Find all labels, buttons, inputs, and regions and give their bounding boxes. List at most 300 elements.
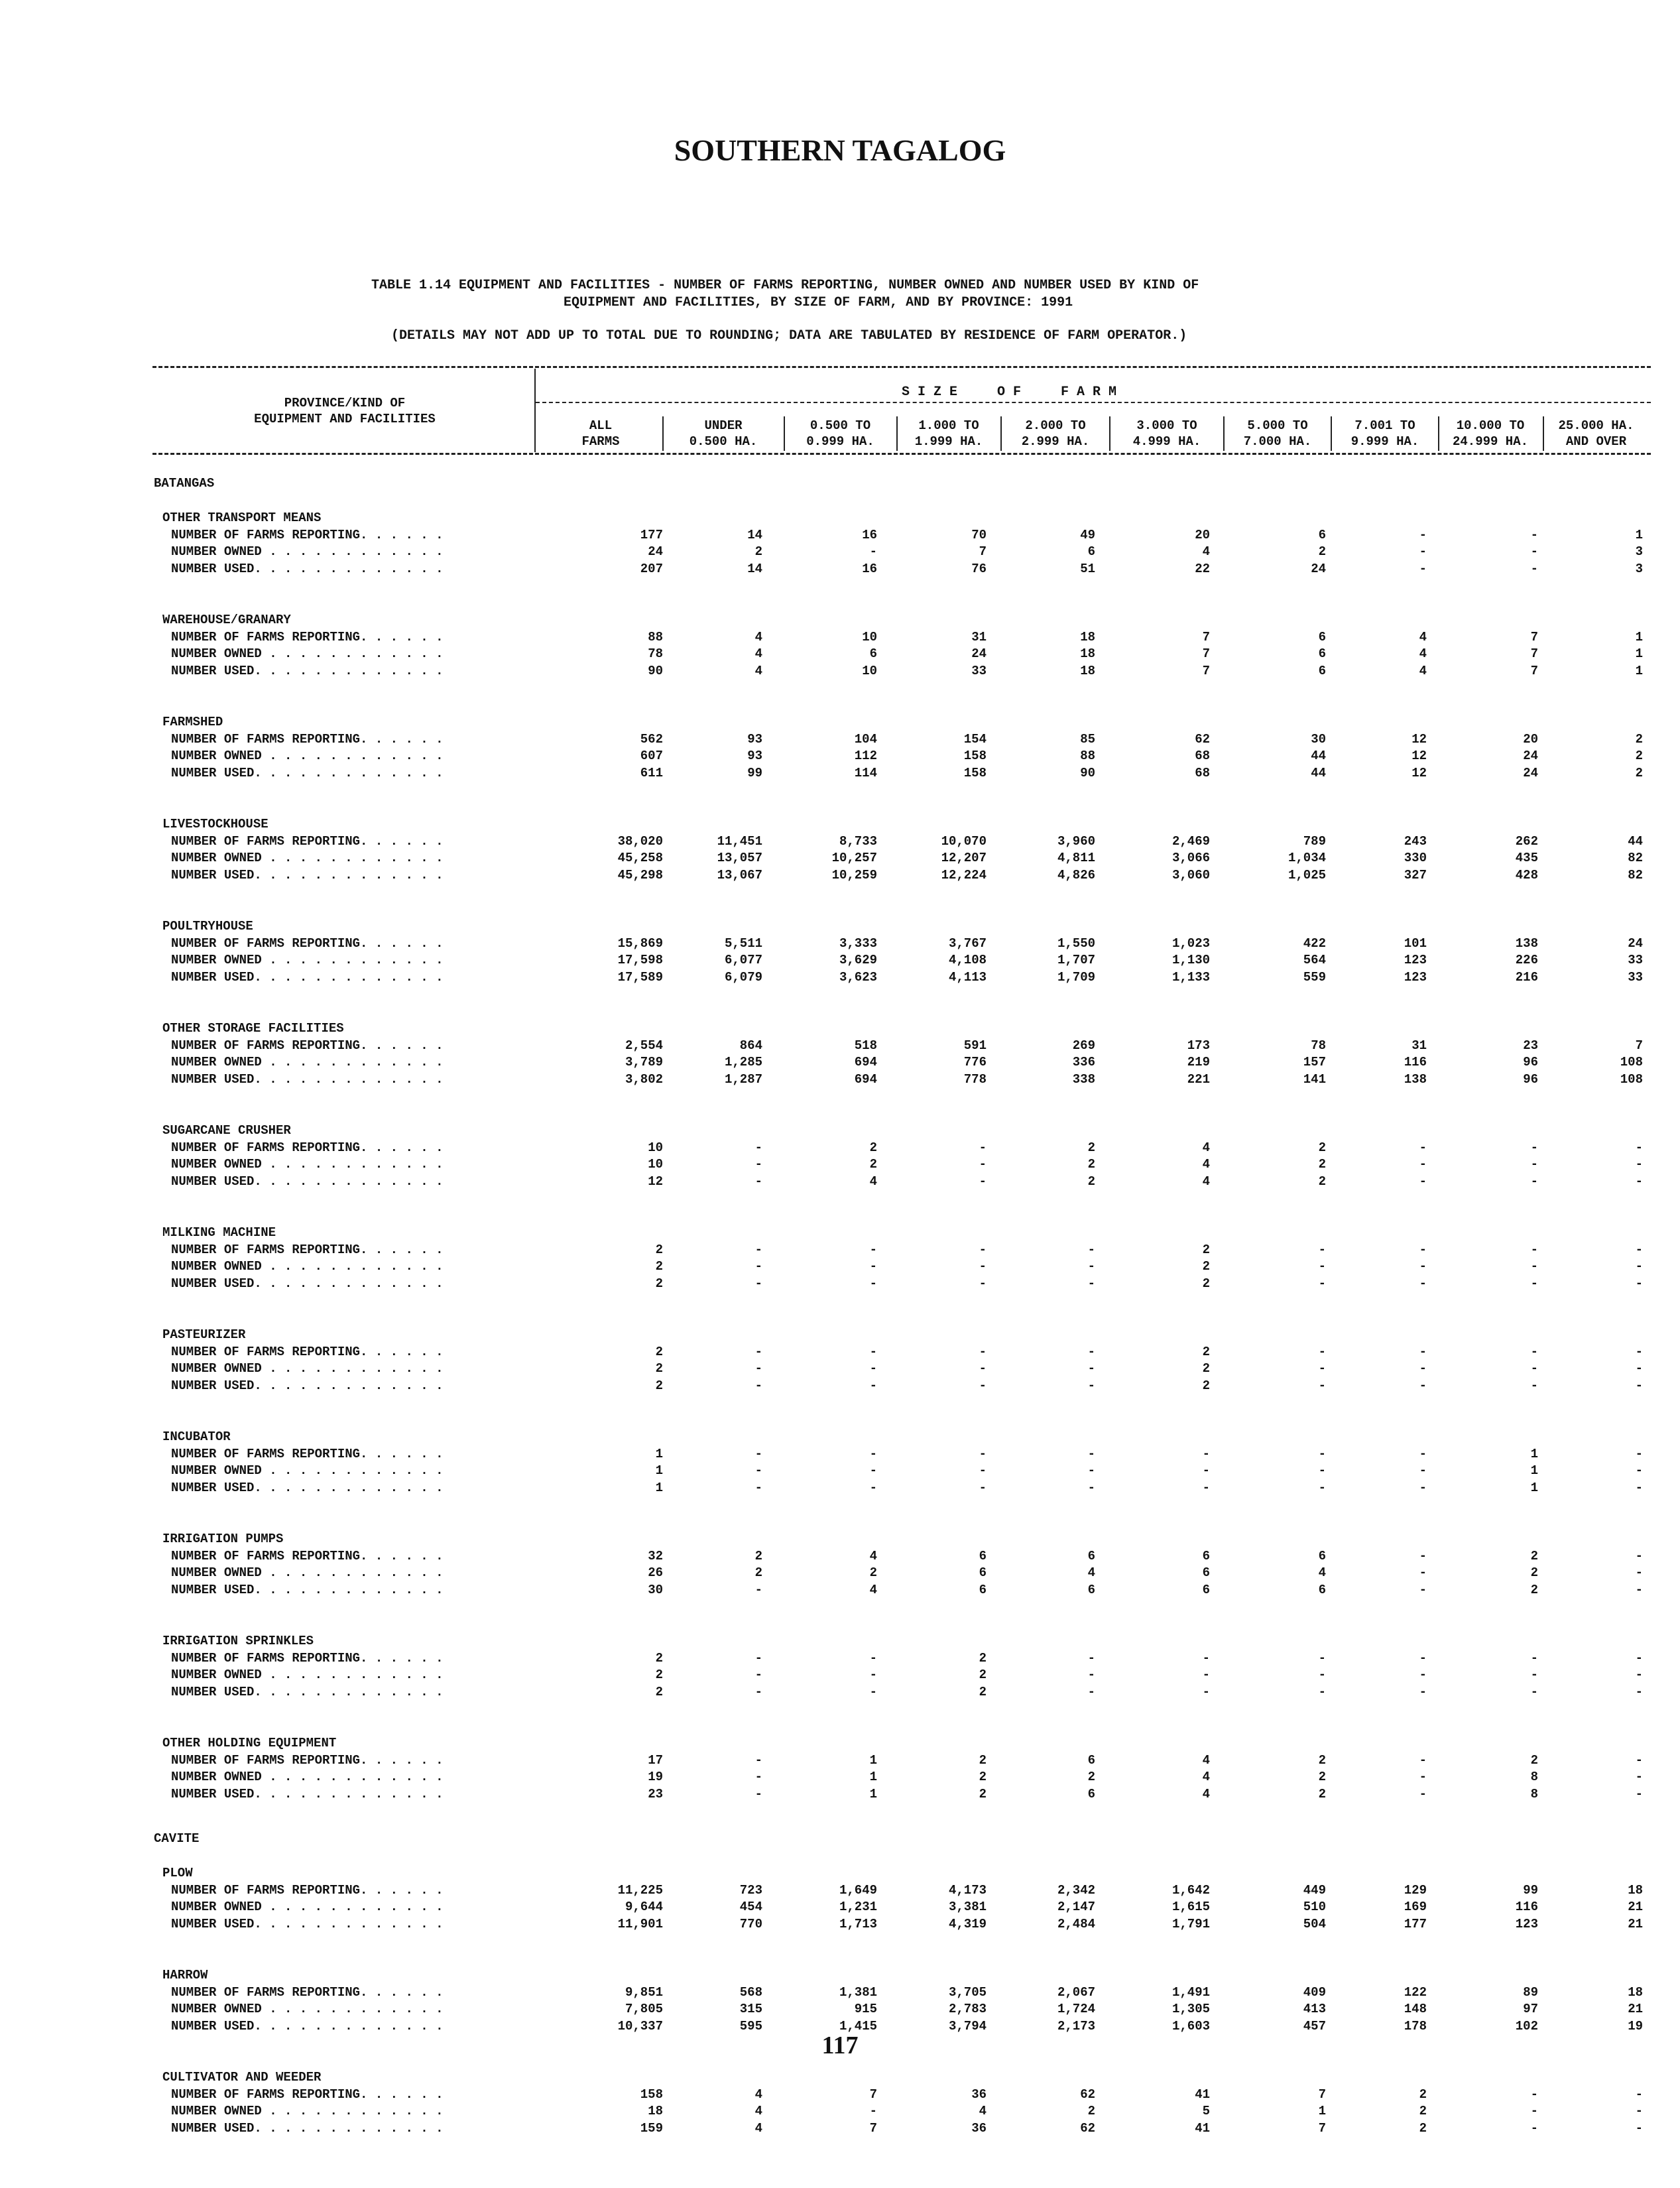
column-header: 25.000 HA. AND OVER — [1558, 418, 1634, 449]
table-cell: 2 — [1202, 1242, 1210, 1257]
table-cell: 2 — [1318, 1770, 1326, 1784]
table-cell: 2 — [1419, 2120, 1427, 2136]
table-cell: 6 — [1202, 1548, 1210, 1563]
table-cell: 778 — [963, 1071, 987, 1087]
table-cell: 3,066 — [1171, 851, 1210, 865]
column-divider — [1543, 416, 1544, 451]
row-label: NUMBER OWNED . . . . . . . . . . . . — [171, 544, 444, 559]
equipment-heading: SUGARCANE CRUSHER — [162, 1123, 291, 1138]
table-cell: 2 — [1318, 1752, 1326, 1768]
table-cell: - — [979, 1480, 987, 1495]
table-cell: 595 — [739, 2018, 762, 2034]
table-cell: 327 — [1404, 867, 1427, 882]
table-cell: 24 — [971, 646, 987, 661]
table-cell: 1 — [1635, 527, 1643, 542]
table-cell: 2 — [655, 1344, 663, 1359]
table-cell: 4,319 — [948, 1916, 987, 1931]
table-cell: 18 — [1080, 663, 1095, 678]
table-cell: 62 — [1195, 731, 1210, 747]
table-cell: 789 — [1303, 833, 1326, 849]
table-cell: 5,511 — [724, 936, 762, 951]
table-cell: - — [1419, 1650, 1427, 1666]
table-row — [0, 953, 1680, 970]
table-cell: 6 — [1318, 527, 1326, 542]
table-cell: 93 — [747, 731, 762, 747]
table-cell: 45,298 — [617, 867, 663, 882]
equipment-heading: OTHER HOLDING EQUIPMENT — [162, 1736, 337, 1750]
table-cell: 2 — [1202, 1276, 1210, 1291]
table-cell: 24 — [648, 544, 663, 559]
table-cell: 2 — [1318, 544, 1326, 559]
table-cell: 10,259 — [831, 867, 877, 882]
table-cell: 6 — [1318, 1548, 1326, 1563]
table-cell: - — [1419, 1242, 1427, 1257]
table-cell: 45,258 — [617, 851, 663, 865]
table-cell: 3 — [1635, 561, 1643, 576]
table-cell: 2 — [1419, 2087, 1427, 2102]
table-row — [0, 1174, 1680, 1191]
table-cell: 12 — [1411, 731, 1427, 747]
table-cell: 7 — [869, 2120, 877, 2136]
table-row — [0, 1985, 1680, 2002]
table-row — [0, 1259, 1680, 1276]
table-cell: 915 — [854, 2002, 877, 2016]
table-cell: 33 — [1628, 953, 1643, 967]
equipment-heading: OTHER TRANSPORT MEANS — [162, 511, 322, 525]
table-cell: 1 — [869, 1752, 877, 1768]
table-cell: 88 — [648, 629, 663, 644]
table-cell: 23 — [648, 1786, 663, 1801]
table-row — [0, 1447, 1680, 1464]
table-cell: - — [754, 1582, 762, 1597]
table-cell: - — [1635, 1344, 1643, 1359]
table-cell: 413 — [1303, 2002, 1326, 2016]
table-cell: 2 — [1202, 1344, 1210, 1359]
table-cell: 24 — [1523, 765, 1538, 780]
table-cell: 2 — [979, 1668, 987, 1682]
table-cell: - — [1635, 1480, 1643, 1495]
table-cell: - — [1530, 1174, 1538, 1189]
table-cell: - — [869, 1378, 877, 1393]
table-cell: - — [754, 1480, 762, 1495]
table-cell: 21 — [1628, 2002, 1643, 2016]
row-label: NUMBER OF FARMS REPORTING. . . . . . — [171, 1882, 444, 1898]
table-cell: 112 — [854, 749, 877, 763]
table-cell: 10 — [648, 1157, 663, 1172]
table-cell: - — [1635, 1463, 1643, 1478]
table-cell: 4 — [1202, 1752, 1210, 1768]
table-cell: 22 — [1195, 561, 1210, 576]
table-cell: 4 — [1202, 1786, 1210, 1801]
table-cell: 12 — [1411, 765, 1427, 780]
table-cell: 90 — [648, 663, 663, 678]
table-row — [0, 1583, 1680, 1600]
table-cell: 2 — [979, 1770, 987, 1784]
equipment-heading: PLOW — [162, 1866, 193, 1880]
table-cell: 49 — [1080, 527, 1095, 542]
table-cell: 7 — [1202, 629, 1210, 644]
table-row — [0, 1140, 1680, 1158]
table-cell: 7 — [1530, 646, 1538, 661]
table-row — [0, 732, 1680, 749]
table-row — [0, 1668, 1680, 1685]
equipment-heading: INCUBATOR — [162, 1429, 231, 1444]
table-cell: 4 — [1087, 1565, 1095, 1580]
stub-heading: PROVINCE/KIND OF EQUIPMENT AND FACILITIES — [254, 396, 436, 426]
table-row — [0, 1565, 1680, 1583]
row-label: NUMBER OWNED . . . . . . . . . . . . — [171, 2002, 444, 2016]
column-header: 2.000 TO 2.999 HA. — [1021, 418, 1090, 449]
table-cell: 1 — [1635, 646, 1643, 661]
table-cell: - — [979, 1446, 987, 1461]
table-cell: 723 — [739, 1882, 762, 1898]
table-cell: 6 — [1087, 1582, 1095, 1597]
table-cell: 2 — [754, 544, 762, 559]
table-cell: 226 — [1515, 953, 1538, 967]
table-cell: 338 — [1072, 1071, 1095, 1087]
table-cell: - — [754, 1752, 762, 1768]
column-header: 0.500 TO 0.999 HA. — [806, 418, 874, 449]
table-cell: 518 — [854, 1038, 877, 1053]
table-cell: 2 — [754, 1565, 762, 1580]
row-label: NUMBER USED. . . . . . . . . . . . . — [171, 1378, 444, 1393]
table-cell: - — [979, 1378, 987, 1393]
region-title: SOUTHERN TAGALOG — [674, 133, 1006, 167]
table-cell: 6 — [1318, 629, 1326, 644]
province-heading: CAVITE — [154, 1831, 200, 1846]
table-cell: 4 — [754, 2087, 762, 2102]
table-cell: - — [1087, 1378, 1095, 1393]
table-cell: - — [1318, 1259, 1326, 1274]
table-cell: 10,070 — [941, 833, 987, 849]
row-label: NUMBER USED. . . . . . . . . . . . . — [171, 1480, 444, 1495]
table-cell: - — [1530, 1344, 1538, 1359]
table-cell: - — [1635, 1668, 1643, 1682]
table-cell: 1,649 — [839, 1882, 877, 1898]
table-cell: - — [869, 1361, 877, 1376]
table-cell: 2 — [1530, 1752, 1538, 1768]
table-cell: - — [869, 544, 877, 559]
table-row — [0, 630, 1680, 647]
row-label: NUMBER USED. . . . . . . . . . . . . — [171, 1684, 444, 1699]
equipment-heading: LIVESTOCKHOUSE — [162, 817, 269, 831]
table-cell: 23 — [1523, 1038, 1538, 1053]
table-cell: 559 — [1303, 969, 1326, 985]
table-cell: - — [1530, 1378, 1538, 1393]
table-cell: 6 — [1087, 1786, 1095, 1801]
column-divider — [1331, 416, 1332, 451]
table-cell: - — [1419, 1276, 1427, 1291]
table-cell: 2 — [655, 1276, 663, 1291]
table-cell: 138 — [1404, 1071, 1427, 1087]
table-cell: - — [1530, 1361, 1538, 1376]
stub-divider — [534, 369, 536, 452]
table-cell: 1,415 — [839, 2018, 877, 2034]
table-row — [0, 562, 1680, 579]
table-cell: - — [1635, 1259, 1643, 1274]
table-cell: 4 — [754, 646, 762, 661]
table-cell: 62 — [1080, 2120, 1095, 2136]
table-cell: 2 — [1087, 1157, 1095, 1172]
table-cell: 4 — [1202, 1140, 1210, 1155]
table-cell: 1 — [1635, 663, 1643, 678]
table-title — [371, 277, 1459, 312]
table-row — [0, 766, 1680, 783]
table-cell: 2 — [655, 1650, 663, 1666]
table-cell: - — [1419, 1259, 1427, 1274]
table-cell: 7,805 — [625, 2002, 663, 2016]
table-cell: 36 — [971, 2087, 987, 2102]
table-cell: 7 — [1635, 1038, 1643, 1053]
table-cell: 2,067 — [1057, 1984, 1095, 2000]
table-cell: 1,791 — [1171, 1916, 1210, 1931]
table-cell: 157 — [1303, 1055, 1326, 1069]
table-cell: 1 — [1530, 1480, 1538, 1495]
table-cell: 2 — [655, 1378, 663, 1393]
table-cell: 2 — [1087, 1770, 1095, 1784]
table-cell: 44 — [1311, 765, 1326, 780]
table-cell: 141 — [1303, 1071, 1326, 1087]
table-cell: - — [1419, 1378, 1427, 1393]
table-cell: 177 — [640, 527, 663, 542]
row-label: NUMBER OF FARMS REPORTING. . . . . . — [171, 1344, 444, 1359]
row-label: NUMBER USED. . . . . . . . . . . . . — [171, 765, 444, 780]
table-cell: 17,598 — [617, 953, 663, 967]
table-cell: 12,224 — [941, 867, 987, 882]
table-cell: 1,713 — [839, 1916, 877, 1931]
table-cell: 2,173 — [1057, 2018, 1095, 2034]
table-cell: 4,173 — [948, 1882, 987, 1898]
table-row — [0, 936, 1680, 953]
table-cell: 9,644 — [625, 1900, 663, 1914]
table-cell: 694 — [854, 1071, 877, 1087]
table-cell: 89 — [1523, 1984, 1538, 2000]
table-cell: 78 — [648, 646, 663, 661]
table-cell: 1 — [869, 1770, 877, 1784]
table-cell: 1 — [1530, 1463, 1538, 1478]
table-cell: 6,079 — [724, 969, 762, 985]
row-label: NUMBER OF FARMS REPORTING. . . . . . — [171, 629, 444, 644]
table-cell: 4,811 — [1057, 851, 1095, 865]
table-cell: 6 — [1087, 1752, 1095, 1768]
table-cell: 13,057 — [717, 851, 762, 865]
table-cell: - — [1419, 1480, 1427, 1495]
table-cell: 5 — [1202, 2104, 1210, 2118]
equipment-heading: CULTIVATOR AND WEEDER — [162, 2070, 322, 2085]
table-cell: 6 — [1087, 1548, 1095, 1563]
table-cell: 20 — [1523, 731, 1538, 747]
table-cell: 3,802 — [625, 1071, 663, 1087]
table-cell: - — [1318, 1684, 1326, 1699]
table-cell: 122 — [1404, 1984, 1427, 2000]
table-cell: 17,589 — [617, 969, 663, 985]
table-cell: 4 — [869, 1548, 877, 1563]
table-cell: 38,020 — [617, 833, 663, 849]
table-cell: 101 — [1404, 936, 1427, 951]
table-cell: - — [754, 1140, 762, 1155]
table-row — [0, 970, 1680, 987]
table-row — [0, 1481, 1680, 1498]
table-cell: - — [1419, 1752, 1427, 1768]
table-cell: 158 — [640, 2087, 663, 2102]
table-cell: 129 — [1404, 1882, 1427, 1898]
table-cell: 123 — [1404, 953, 1427, 967]
table-cell: 2 — [1635, 731, 1643, 747]
table-cell: - — [1530, 1259, 1538, 1274]
table-cell: 114 — [854, 765, 877, 780]
table-row — [0, 1276, 1680, 1294]
table-cell: - — [1318, 1276, 1326, 1291]
table-row — [0, 2104, 1680, 2121]
table-cell: 68 — [1195, 765, 1210, 780]
table-row — [0, 1157, 1680, 1174]
table-row — [0, 2121, 1680, 2138]
table-cell: 564 — [1303, 953, 1326, 967]
table-cell: 1,133 — [1171, 969, 1210, 985]
table-cell: 1,130 — [1171, 953, 1210, 967]
table-cell: 2 — [869, 1565, 877, 1580]
table-cell: 2,554 — [625, 1038, 663, 1053]
table-cell: 41 — [1195, 2120, 1210, 2136]
table-cell: - — [1419, 527, 1427, 542]
row-label: NUMBER OF FARMS REPORTING. . . . . . — [171, 1242, 444, 1257]
table-cell: - — [1530, 1668, 1538, 1682]
table-cell: 336 — [1072, 1055, 1095, 1069]
table-cell: 6 — [1318, 1582, 1326, 1597]
table-cell: 6 — [1202, 1565, 1210, 1580]
table-cell: 158 — [963, 749, 987, 763]
table-cell: - — [1087, 1463, 1095, 1478]
table-cell: 159 — [640, 2120, 663, 2136]
table-cell: - — [1202, 1684, 1210, 1699]
table-cell: 7 — [1318, 2087, 1326, 2102]
table-cell: 33 — [1628, 969, 1643, 985]
table-cell: 177 — [1404, 1916, 1427, 1931]
table-cell: - — [1087, 1242, 1095, 1257]
table-cell: 16 — [862, 561, 877, 576]
table-cell: - — [1419, 1770, 1427, 1784]
table-cell: 611 — [640, 765, 663, 780]
table-cell: 76 — [971, 561, 987, 576]
table-cell: 70 — [971, 527, 987, 542]
table-cell: 2,147 — [1057, 1900, 1095, 1914]
table-cell: 4 — [754, 2104, 762, 2118]
table-cell: 68 — [1195, 749, 1210, 763]
table-cell: - — [1087, 1668, 1095, 1682]
table-cell: - — [1635, 1752, 1643, 1768]
table-row — [0, 2087, 1680, 2104]
equipment-heading: HARROW — [162, 1968, 208, 1982]
top-rule — [152, 366, 1651, 368]
table-cell: - — [1419, 1344, 1427, 1359]
table-cell: 18 — [1080, 629, 1095, 644]
table-cell: - — [754, 1344, 762, 1359]
table-cell: 2 — [1202, 1378, 1210, 1393]
table-cell: - — [1318, 1480, 1326, 1495]
table-cell: 82 — [1628, 851, 1643, 865]
table-cell: - — [1635, 2104, 1643, 2118]
table-cell: 2 — [1635, 749, 1643, 763]
table-cell: 24 — [1523, 749, 1538, 763]
table-cell: - — [1318, 1668, 1326, 1682]
table-cell: 1,285 — [724, 1055, 762, 1069]
table-cell: 2 — [1530, 1582, 1538, 1597]
row-label: NUMBER USED. . . . . . . . . . . . . — [171, 2018, 444, 2034]
table-cell: 2,469 — [1171, 833, 1210, 849]
row-label: NUMBER USED. . . . . . . . . . . . . — [171, 1174, 444, 1189]
column-divider — [1109, 416, 1110, 451]
table-cell: - — [1419, 1140, 1427, 1155]
table-cell: 116 — [1515, 1900, 1538, 1914]
table-row — [0, 834, 1680, 851]
table-cell: - — [1419, 1786, 1427, 1801]
table-cell: - — [1419, 1565, 1427, 1580]
table-cell: 15,869 — [617, 936, 663, 951]
table-cell: - — [754, 1361, 762, 1376]
table-cell: - — [979, 1276, 987, 1291]
table-cell: 41 — [1195, 2087, 1210, 2102]
table-cell: 3,333 — [839, 936, 877, 951]
table-cell: - — [1635, 2120, 1643, 2136]
row-label: NUMBER OWNED . . . . . . . . . . . . — [171, 646, 444, 661]
equipment-heading: OTHER STORAGE FACILITIES — [162, 1021, 344, 1036]
table-cell: - — [979, 1463, 987, 1478]
table-cell: - — [1087, 1259, 1095, 1274]
table-row — [0, 1883, 1680, 1900]
table-cell: - — [1318, 1446, 1326, 1461]
table-cell: - — [754, 1446, 762, 1461]
table-cell: 4 — [1318, 1565, 1326, 1580]
row-label: NUMBER USED. . . . . . . . . . . . . — [171, 1071, 444, 1087]
table-cell: - — [1419, 1157, 1427, 1172]
row-label: NUMBER USED. . . . . . . . . . . . . — [171, 867, 444, 882]
table-cell: - — [979, 1157, 987, 1172]
table-cell: 4 — [1202, 544, 1210, 559]
table-cell: - — [1635, 1276, 1643, 1291]
column-header: 5.000 TO 7.000 HA. — [1243, 418, 1312, 449]
table-cell: 6 — [869, 646, 877, 661]
table-cell: - — [1087, 1344, 1095, 1359]
table-cell: - — [979, 1140, 987, 1155]
row-label: NUMBER OF FARMS REPORTING. . . . . . — [171, 1038, 444, 1053]
table-cell: 1,603 — [1171, 2018, 1210, 2034]
table-row — [0, 1072, 1680, 1089]
table-cell: - — [1318, 1650, 1326, 1666]
table-cell: 568 — [739, 1984, 762, 2000]
table-cell: 7 — [1202, 663, 1210, 678]
table-cell: 2 — [1530, 1548, 1538, 1563]
table-cell: 10 — [862, 629, 877, 644]
table-cell: - — [869, 1344, 877, 1359]
table-cell: - — [869, 2104, 877, 2118]
column-header: UNDER 0.500 HA. — [689, 418, 758, 449]
table-cell: 6 — [1087, 544, 1095, 559]
table-cell: - — [1635, 1582, 1643, 1597]
table-cell: 11,901 — [617, 1916, 663, 1931]
table-cell: 33 — [971, 663, 987, 678]
row-label: NUMBER USED. . . . . . . . . . . . . — [171, 1582, 444, 1597]
table-cell: 4 — [754, 2120, 762, 2136]
table-cell: 108 — [1620, 1055, 1643, 1069]
table-cell: 7 — [1530, 629, 1538, 644]
table-cell: 11,451 — [717, 833, 762, 849]
size-heading: SIZE OF FARM — [902, 385, 1125, 400]
table-cell: - — [869, 1463, 877, 1478]
column-divider — [1223, 416, 1225, 451]
table-cell: 30 — [648, 1582, 663, 1597]
table-cell: - — [754, 1242, 762, 1257]
table-cell: - — [1087, 1650, 1095, 1666]
